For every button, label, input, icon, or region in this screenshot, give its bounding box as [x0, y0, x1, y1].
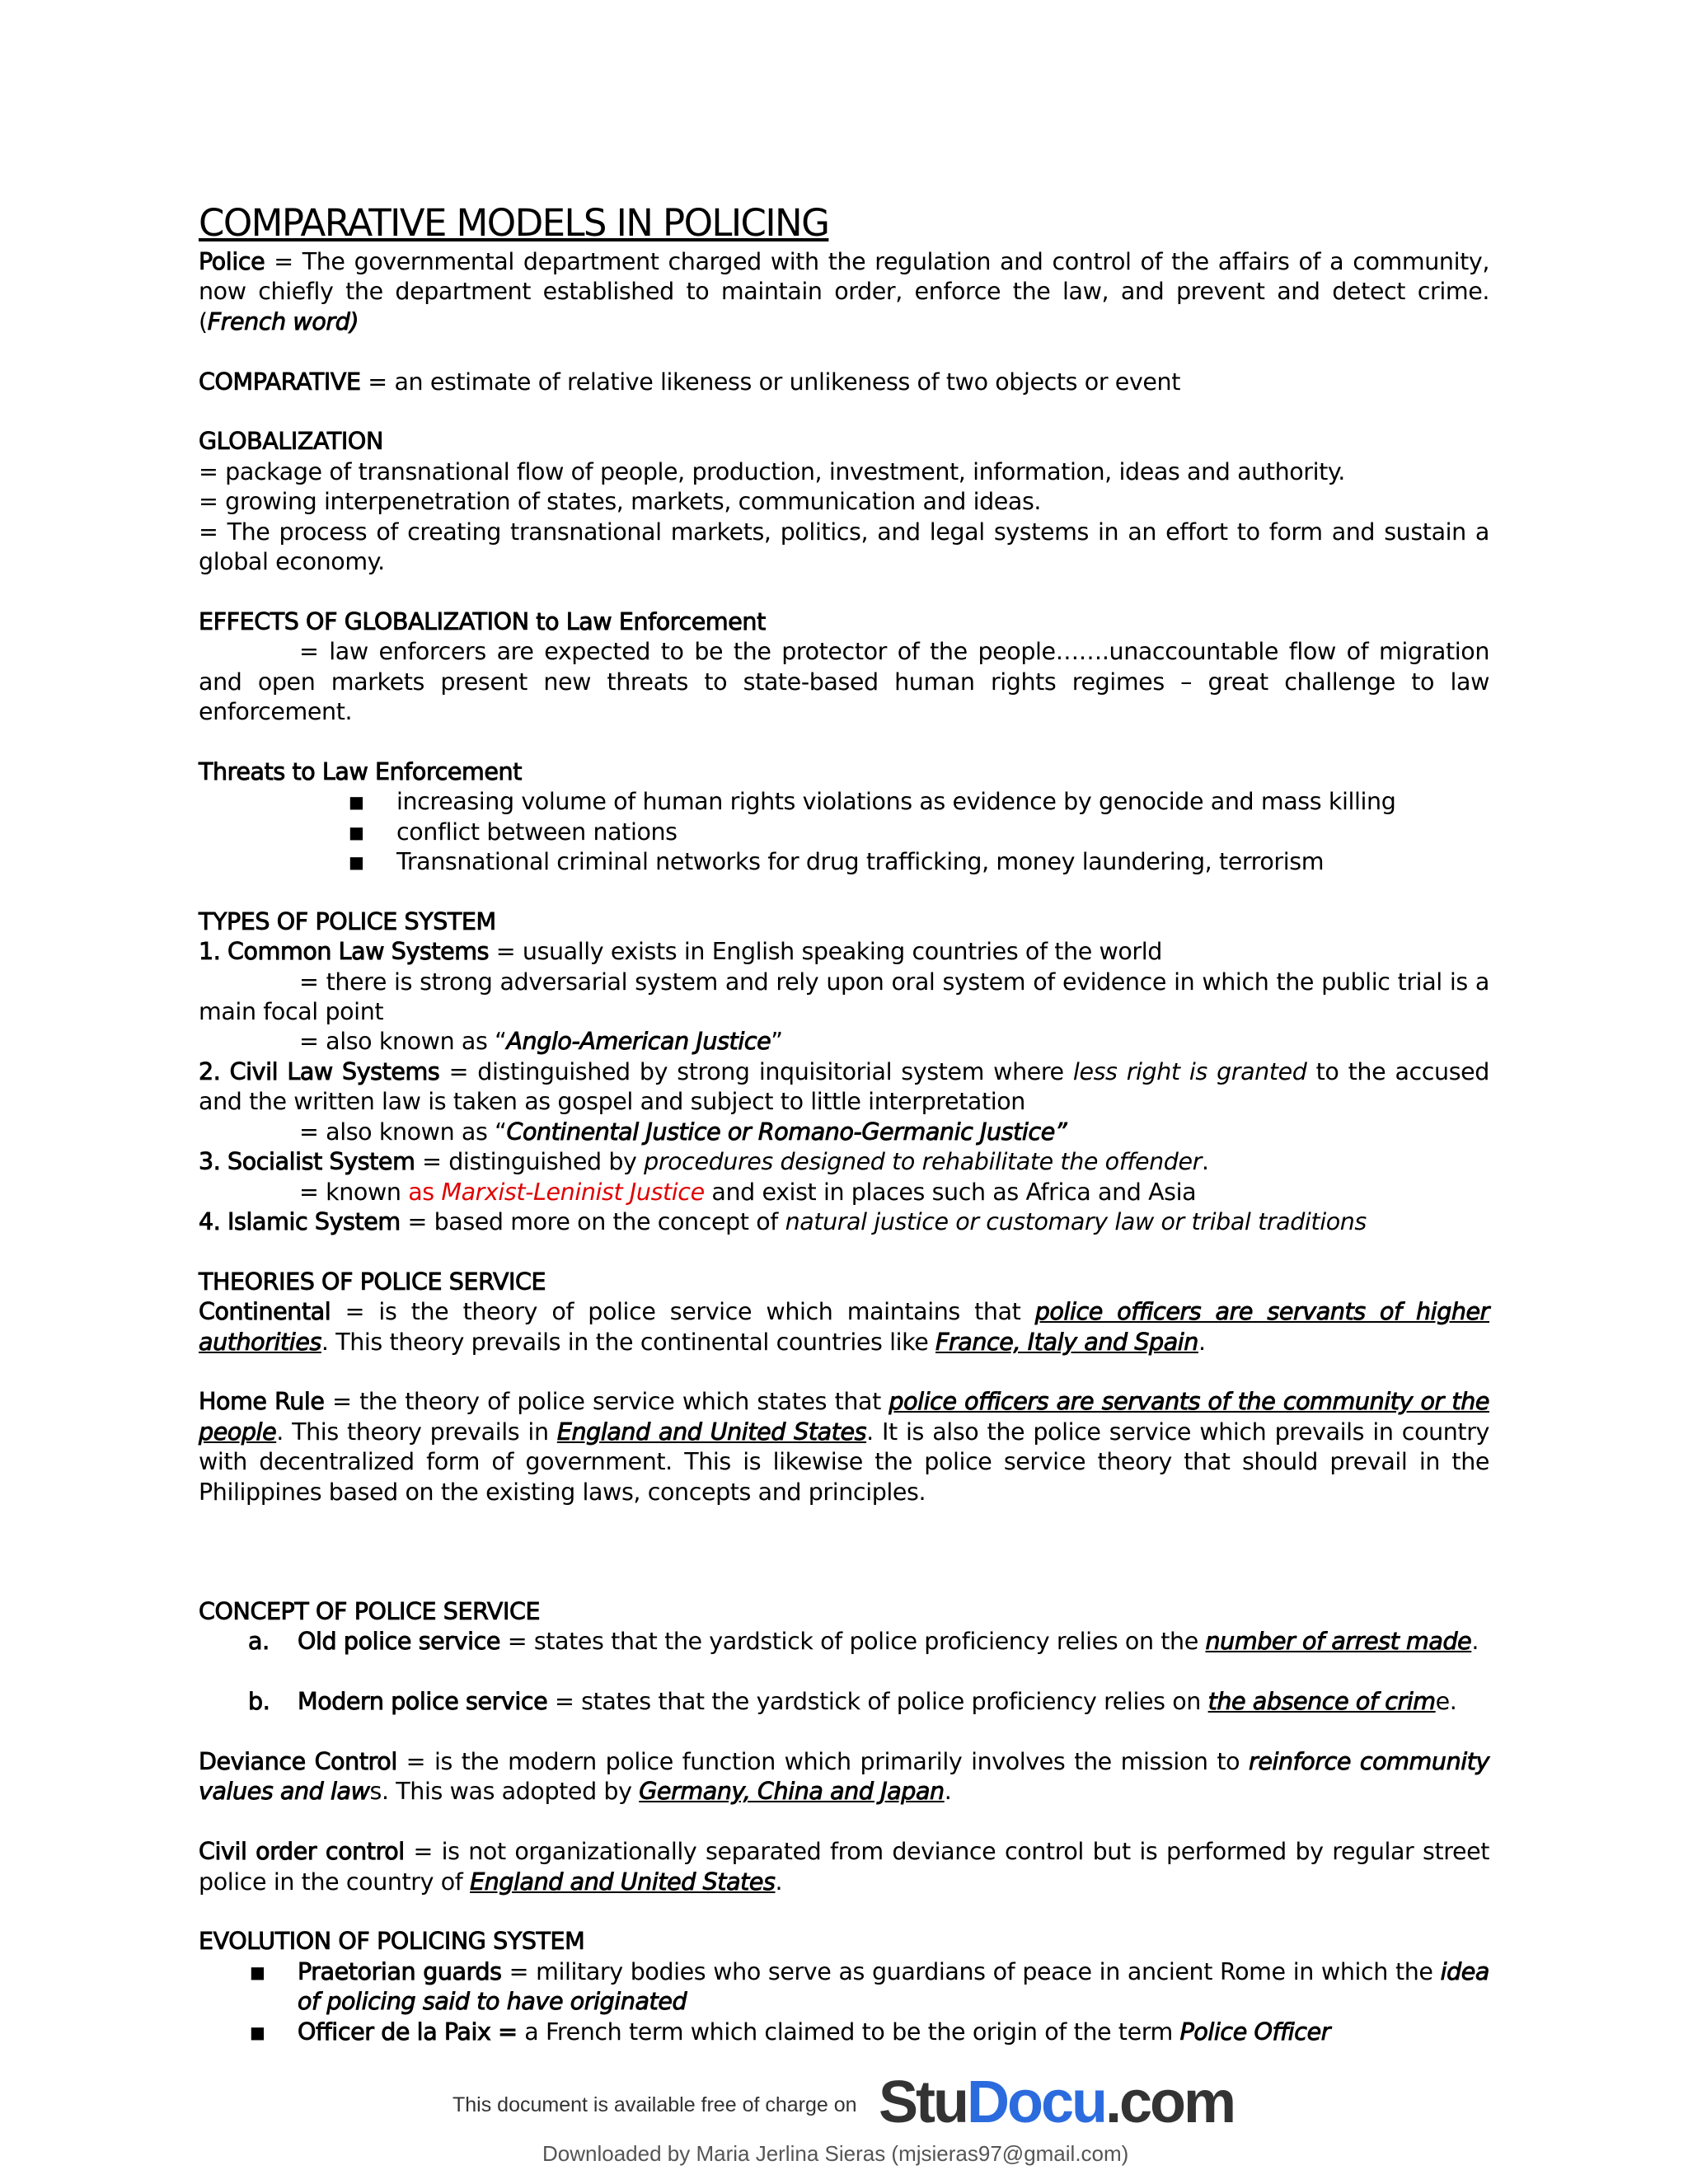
document-body [199, 201, 1489, 2047]
socialist-known: = known as Marxist-Leninist Justice and exist in places such as Africa and Asia [299, 1178, 1197, 1206]
comparative-definition: COMPARATIVE = an estimate of relative likeness or unlikeness of two objects or event [199, 368, 1180, 396]
concept-list [199, 1627, 1489, 1717]
continental-theory: Continental = is the theory of police service which maintains that police officers are servants of higher authorities. This theory prevails in the continental countries like France, Italy and Spain. [199, 1298, 1489, 1356]
list-item: ■ Officer de la Paix = a French term which claimed to be the origin of the term Police Officer [199, 2018, 1489, 2047]
civil-law-system: 2. Civil Law Systems = distinguished by strong inquisitorial system where less right is granted to the accused and the written law is taken as gospel and subject to little interpretation [199, 1057, 1489, 1116]
square-bullet-icon: ■ [349, 792, 364, 813]
deviance-control: Deviance Control = is the modern police function which primarily involves the mission to reinforce community values and laws. This was adopted by Germany, China and Japan. [199, 1747, 1489, 1806]
list-item: ■ increasing volume of human rights violations as evidence by genocide and mass killing [199, 787, 1489, 817]
square-bullet-icon: ■ [349, 822, 364, 842]
globalization-line: = growing interpenetration of states, markets, communication and ideas. [199, 488, 1042, 516]
civil-order-control: Civil order control = is not organizationally separated from deviance control but is performed by regular street police in the country of England and United States. [199, 1838, 1489, 1896]
evolution-list [199, 1957, 1489, 2047]
globalization-heading: GLOBALIZATION [199, 428, 383, 456]
download-note: Downloaded by Maria Jerlina Sieras (mjsieras97@gmail.com) [542, 2141, 1129, 2166]
page-title: COMPARATIVE MODELS IN POLICING [199, 201, 829, 245]
globalization-line: = package of transnational flow of people, production, investment, information, ideas and authority. [199, 457, 1345, 485]
effects-heading: EFFECTS OF GLOBALIZATION to Law Enforcement [199, 607, 766, 635]
threats-heading: Threats to Law Enforcement [199, 757, 522, 785]
square-bullet-icon: ■ [250, 1961, 265, 1982]
common-law-detail: = there is strong adversarial system and rely upon oral system of evidence in which the public trial is a main focal point [199, 968, 1489, 1026]
availability-note: This document is available free of charge on [452, 2093, 857, 2116]
square-bullet-icon: ■ [349, 852, 364, 873]
common-law-system: 1. Common Law Systems = usually exists in English speaking countries of the world [199, 938, 1162, 966]
common-law-aka: = also known as “Anglo-American Justice” [299, 1028, 783, 1056]
globalization-line: = The process of creating transnational markets, politics, and legal systems in an effort to form and sustain a global economy. [199, 518, 1489, 576]
list-item: b. Modern police service = states that the yardstick of police proficiency relies on the absence of crime. [248, 1688, 1457, 1716]
civil-law-aka: = also known as “Continental Justice or Romano-Germanic Justice” [299, 1118, 1067, 1146]
islamic-system: 4. Islamic System = based more on the concept of natural justice or customary law or tribal traditions [199, 1207, 1367, 1235]
socialist-system: 3. Socialist System = distinguished by procedures designed to rehabilitate the offender. [199, 1148, 1209, 1176]
studocu-logo[interactable]: StuDocu.com [879, 2069, 1235, 2135]
concept-heading: CONCEPT OF POLICE SERVICE [199, 1597, 541, 1625]
list-item: ■ conflict between nations [199, 818, 1489, 847]
list-item: ■ Praetorian guards = military bodies who serve as guardians of peace in ancient Rome in which the idea of policing said to have originated [250, 1957, 1489, 2016]
police-term: Police [199, 248, 265, 275]
list-item: a. Old police service = states that the yardstick of police proficiency relies on the number of arrest made. [248, 1628, 1479, 1656]
square-bullet-icon: ■ [250, 2022, 265, 2042]
list-item: ■ Transnational criminal networks for drug trafficking, money laundering, terrorism [199, 847, 1489, 877]
types-heading: TYPES OF POLICE SYSTEM [199, 907, 496, 935]
evolution-heading: EVOLUTION OF POLICING SYSTEM [199, 1928, 585, 1956]
home-rule-theory: Home Rule = the theory of police service which states that police officers are servants of the community or the people. This theory prevails in England and United States. It is also the police service which prevails in country with decentralized form of government. This is likewise the police service theory that should prevail in the Philippines based on the existing laws, concepts and principles. [199, 1388, 1489, 1506]
threats-list [199, 787, 1489, 877]
theories-heading: THEORIES OF POLICE SERVICE [199, 1268, 546, 1296]
effects-text: = law enforcers are expected to be the protector of the people…….unaccountable flow of migration and open markets present new threats to state-based human rights regimes – great challenge to law enforcement. [199, 638, 1489, 726]
police-definition: Police = The governmental department charged with the regulation and control of the affairs of a community, now chiefly the department established to maintain order, enforce the law, and prevent and detect crime. (French word) [199, 248, 1489, 335]
